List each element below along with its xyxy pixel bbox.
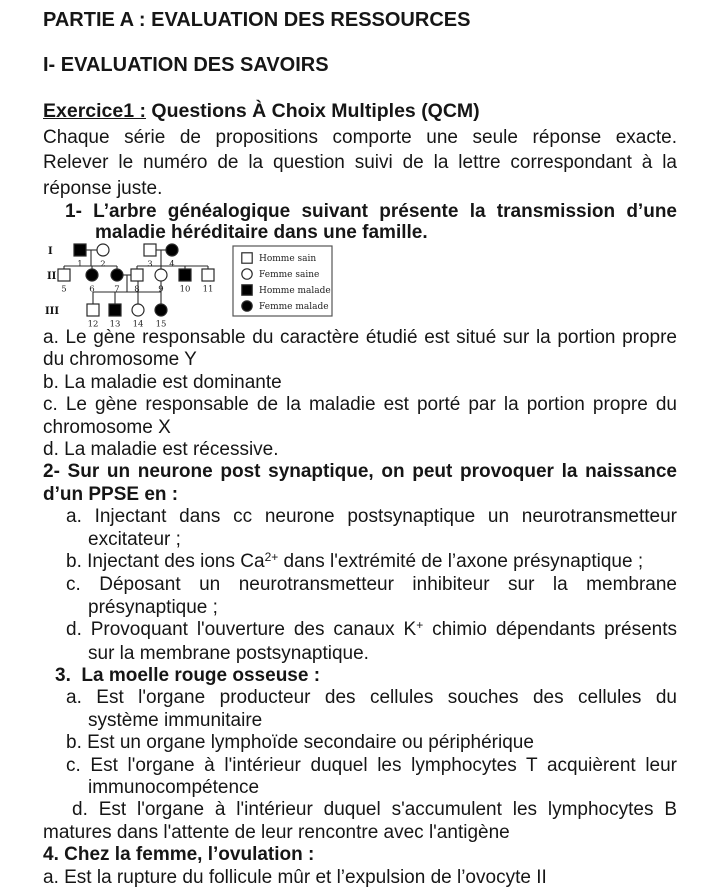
legend-symbol-square-filled [242, 285, 252, 295]
pedigree-individual-12-symbol [87, 304, 99, 316]
pedigree-individual-2-symbol [97, 244, 109, 256]
pedigree-individual-10-symbol [179, 269, 191, 281]
pedigree-generation-label-II: II [47, 270, 57, 282]
superscript: 2+ [264, 549, 279, 564]
question-1-heading-line: 1- L’arbre généalogique suivant présente la transmission d’une [65, 200, 677, 222]
question-4-option-a: a. Est la rupture du follicule mûr et l’expulsion de l’ovocyte II [43, 866, 547, 887]
question-2-option-d: d. Provoquant l'ouverture des canaux K+ chimio dépendants présents sur la membrane postsynaptique. [66, 618, 677, 664]
question-2-heading: 2- Sur un neurone post synaptique, on peut provoquer la naissance d’un PPSE en : [43, 461, 677, 505]
pedigree-individual-7-symbol [111, 269, 123, 281]
question-1-option-c: c. Le gène responsable de la maladie est porté par la portion propre du chromosome X [43, 394, 677, 438]
question-3-option-d: d. Est l'organe à l'intérieur duquel s'accumulent les lymphocytes B matures dans l'attente de leur rencontre avec l'antigène [43, 799, 677, 843]
pedigree-individual-4-symbol [166, 244, 178, 256]
question-3-option-c: c. Est l'organe à l'intérieur duquel les lymphocytes T acquièrent leur immunocompétence [66, 754, 677, 799]
legend-label: Femme saine [259, 270, 320, 281]
question-1-option-b: b. La maladie est dominante [43, 371, 282, 393]
question-1-option-a: a. Le gène responsable du caractère étudié est situé sur la portion propre du chromosome Y [43, 326, 677, 371]
pedigree-individual-13-number: 13 [109, 319, 121, 327]
exercise-label: Exercice1 : [43, 100, 146, 122]
pedigree-individual-5-symbol [58, 269, 70, 281]
pedigree-individual-8-number: 8 [134, 284, 140, 295]
pedigree-individual-9-symbol [155, 269, 167, 281]
legend-symbol-circle-empty [242, 269, 252, 279]
pedigree-individual-4-number: 4 [169, 259, 175, 270]
question-3-heading: 3. La moelle rouge osseuse : [55, 664, 321, 686]
question-3-option-a: a. Est l'organe producteur des cellules souches des cellules du système immunitaire [66, 687, 677, 731]
question-3-option-b: b. Est un organe lymphoïde secondaire ou périphérique [66, 732, 534, 754]
question-2-option-c: c. Déposant un neurotransmetteur inhibiteur sur la membrane présynaptique ; [66, 574, 677, 618]
question-1-heading-line: maladie héréditaire dans une famille. [95, 221, 428, 243]
pedigree-individual-11-symbol [202, 269, 214, 281]
pedigree-individual-8-symbol [131, 269, 143, 281]
legend-label: Femme malade [259, 302, 329, 313]
question-4-heading: 4. Chez la femme, l’ovulation : [43, 844, 315, 866]
legend-symbol-square-empty [242, 253, 252, 263]
pedigree-generation-label-III: III [45, 305, 60, 317]
exercise-title-rest: Questions À Choix Multiples (QCM) [146, 100, 480, 122]
part-title: PARTIE A : EVALUATION DES RESSOURCES [43, 9, 471, 31]
pedigree-individual-15-symbol [155, 304, 167, 316]
pedigree-individual-3-number: 3 [147, 259, 153, 270]
pedigree-individual-6-symbol [86, 269, 98, 281]
pedigree-individual-14-number: 14 [132, 319, 144, 327]
pedigree-individual-2-number: 2 [100, 259, 106, 270]
superscript: + [416, 618, 424, 633]
pedigree-diagram [40, 239, 340, 327]
legend-label: Homme malade [259, 286, 331, 297]
pedigree-individual-5-number: 5 [61, 284, 67, 295]
intro-line: Relever le numéro de la question suivi de la lettre correspondant à la [43, 152, 677, 174]
exercise-title [43, 99, 677, 123]
pedigree-individual-12-number: 12 [87, 319, 99, 327]
question-1-option-d: d. La maladie est récessive. [43, 438, 279, 460]
intro-line: Chaque série de propositions comporte une seule réponse exacte. [43, 127, 677, 148]
pedigree-individual-13-symbol [109, 304, 121, 316]
question-2-option-a: a. Injectant dans cc neurone postsynaptique un neurotransmetteur excitateur ; [66, 506, 677, 550]
legend-symbol-circle-filled [242, 301, 252, 311]
pedigree-individual-1-number: 1 [77, 259, 83, 270]
pedigree-individual-3-symbol [144, 244, 156, 256]
questions-body [43, 327, 677, 887]
intro-line: réponse juste. [43, 177, 163, 199]
pedigree-individual-10-number: 10 [179, 284, 191, 295]
pedigree-individual-6-number: 6 [89, 284, 95, 295]
pedigree-individual-9-number: 9 [158, 284, 164, 295]
question-2-option-b: b. Injectant des ions $Ca^{2+}$ dans l'extrémité de l’axone présynaptique ; [66, 549, 644, 572]
pedigree-individual-15-number: 15 [155, 319, 167, 327]
question-1-heading [43, 201, 677, 243]
pedigree-individual-14-symbol [132, 304, 144, 316]
pedigree-individual-11-number: 11 [202, 284, 214, 295]
pedigree-generation-label-I: I [48, 245, 53, 257]
pedigree-individual-7-number: 7 [114, 284, 120, 295]
section-title: I- EVALUATION DES SAVOIRS [43, 54, 329, 76]
intro-paragraph [43, 125, 677, 201]
legend-label: Homme sain [259, 254, 317, 265]
pedigree-individual-1-symbol [74, 244, 86, 256]
